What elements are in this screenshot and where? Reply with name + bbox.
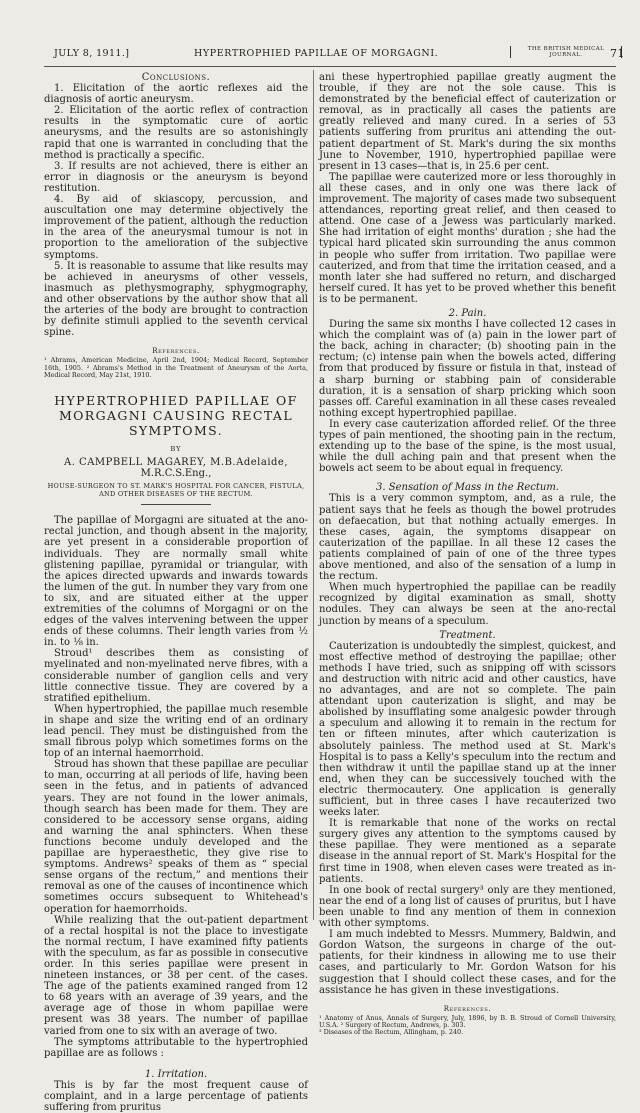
body-paragraph: Cauterization is undoubtedly the simplest, quickest, and most effective method of destroying the papillae; other methods I have tried, such as snipping off with scissors and destruction with nitric acid and other caustics, have no advantages, and are not so complete. The pain attendant upon cauterization is slight, and may be abolished by insufflating some analgesic powder through a speculum and allowing it to remain in the rectum for ten or fifteen minutes, after which cauterization is absolutely painless. The method used at St. Mark's Hospital is to pass a Kelly's speculum into the rectum and then withdraw it until the papillae stand up at the inner end, when they can be successively touched with the electric thermocautery. One application is generally sufficient, but in three cases I have recauterized two weeks later. [319,640,616,819]
body-paragraph: This is a very common symptom, and, as a rule, the patient says that he feels as though the bowel protrudes on defaecation, but that nothing actually emerges. In these cases, again, the symptoms disappear on cauterization of the papillae. In all these 12 cases the patients complained of pain of one of the three types above mentioned, and also of the sensation of a lump in the rectum. [319,493,616,583]
body-paragraph: It is remarkable that none of the works on rectal surgery gives any attention to the symptoms caused by these papillae. They were mentioned as a separate disease in the annual report of St. Mark's Hospital for the first time in 1908, when eleven cases were treated as in-patients. [319,818,616,885]
body-paragraph: The symptoms attributable to the hypertrophied papillae are as follows : [44,1036,308,1059]
section-heading-pain: 2. Pain. [448,307,487,319]
body-paragraph: Stroud has shown that these papillae are peculiar to man, occurring at all periods of life, having been seen in the fetus, and in patients of advanced years. They are not found in the lower animals, though search has been made for them. They are considered to be accessory sense organs, aiding and warning the anal sphincters. When these functions become unduly developed and the papillae are hyperaesthetic, they give rise to symptoms. Andrews² speaks of them as “ special sense organs of the rectum,” and mentions their removal as one of the causes of incontinence which sometimes occurs subsequent to Whitehead's operation for haemorrhoids. [44,759,308,915]
body-paragraph: ani these hypertrophied papillae greatly augment the trouble, if they are not the sole cause. This is demonstrated by the beneficial effect of cauterization or removal, as in practically all cases the patients are greatly relieved and many cured. In a series of 53 patients suffering from pruritus ani attending the out-patient department of St. Mark's during the six months June to November, 1910, hypertrophied papillae were present in 13 cases—that is, in 25.6 per cent. [319,72,616,172]
body-paragraph: While realizing that the out-patient department of a rectal hospital is not the place to investigate the normal rectum, I have examined fifty patients with the speculum, as far as possible in consecutive order. In this series papillae were present in nineteen instances, or 38 per cent. of the cases. The age of the patients examined ranged from 12 to 68 years with an average of 39 years, and the average age of those in whom papillae were present was 38 years. The number of papillae varied from one to six with an average of two. [44,914,308,1037]
references-text: ³ Diseases of the Rectum, Allingham, p. 240. [319,1028,464,1037]
body-paragraph: The papillae of Morgagni are situated at the ano-rectal junction, and though absent in the majority, are yet present in a considerable proportion of individuals. They are normally small white glistening papillae, pyramidal or triangular, with the apices directed upwards and inwards towards the lumen of the gut. In number they vary from one to six, and are situated either at the upper extremities of the columns of Morgagni or on the edges of the valves intervening between the upper ends of these columns. Their length varies from ½ in. to ⅛ in. [44,515,308,649]
section-heading-irritation: 1. Irritation. [144,1068,208,1080]
references-heading: References. [443,1004,492,1013]
references-heading: References. [152,347,200,356]
conclusion-item: 3. If results are not achieved, there is either an error in diagnosis or the aneurysm is beyond restitution. [44,160,308,194]
section-heading-treatment: Treatment. [439,629,496,641]
body-paragraph: In every case cauterization afforded relief. Of the three types of pain mentioned, the shooting pain in the rectum, extending up to the base of the spine, is the most usual, while the dull aching pain and that present when the bowels act seem to be about equal in frequency. [319,418,616,475]
right-column [319,72,616,1036]
page-number: 71 [610,47,625,60]
conclusion-item: 2. Elicitation of the aortic reflex of contraction results in the symptomatic cure of aortic aneurysms, and the results are so astonishingly rapid that one is warranted in concluding that the method is practically a specific. [44,105,308,161]
references-text: ¹ Abrams, American Medicine, April 2nd, 1904; Medical Record, September 16th, 1905. ² Abrams's Method in the Treatment of Aneurysm of the Aorta, Medical Record, May 21st, 1910. [44,356,308,379]
left-column [44,72,308,1113]
body-paragraph: When much hypertrophied the papillae can be readily recognized by digital examination as small, shotty nodules. They can always be seen at the ano-rectal junction by means of a speculum. [319,582,616,627]
conclusions-heading: Conclusions. [141,72,211,83]
body-paragraph: I am much indebted to Messrs. Mummery, Baldwin, and Gordon Watson, the surgeons in charge of the out-patients, for their kindness in allowing me to use their cases, and particularly to Mr. Gordon Watson for his suggestion that I should collect these cases, and for the assistance he has given in these investigations. [319,929,616,996]
running-head [22,46,625,66]
header-rule [44,66,616,67]
conclusion-item: 5. It is reasonable to assume that like results may be achieved in aneurysms of other vessels, inasmuch as plethysmography, sphygmography, and other observations by the author show that all the arteries of the body are brought to contraction by definite stimuli applied to the seventh cervical spine. [44,260,308,339]
body-paragraph: During the same six months I have collected 12 cases in which the complaint was of (a) pain in the lower part of the back, aching in character; (b) shooting pain in the rectum; (c) intense pain when the bowels acted, differing from that produced by fissure or fistula in that, instead of a sharp burning or stabbing pain of considerable duration, it is a sensation of sharp pricking which soon passes off. Careful examination in all these cases revealed nothing except hypertrophied papillae. [319,319,616,419]
body-paragraph: This is by far the most frequent cause of complaint, and in a large percentage of patients suffering from pruritus [44,1079,308,1113]
body-paragraph: The papillae were cauterized more or less thoroughly in all these cases, and in only one was there lack of improvement. The majority of cases made two subsequent attendances, reporting great relief, and then ceased to attend. One case of a Jewess was particularly marked. She had irritation of eight months' duration ; she had the typical hard plicated skin surrounding the anus common in people who suffer from irritation. Two papillae were cauterized, and from that time the irritation ceased, and a month later she had suffered no return, and discharged herself cured. It has yet to be proved whether this benefit is to be permanent. [319,171,616,305]
author-degree: M.R.C.S.Eng., [140,468,212,480]
column-divider [313,70,314,920]
issue-date: JULY 8, 1911.] [54,48,130,59]
title-rule [141,504,211,505]
body-paragraph: In one book of rectal surgery³ only are they mentioned, near the end of a long list of causes of pruritus, but I have been unable to find any mention of them in connexion with other symptoms. [319,884,616,930]
references-text: ¹ Anatomy of Anus, Annals of Surgery, July, 1896, by B. B. Stroud of Cornell University, U.S.A. ² Surgery of Rectum, Andrews, p. 303. [319,1013,616,1029]
byline-by: BY [170,444,182,453]
conclusion-item: 4. By aid of skiascopy, percussion, and auscultation one may determine objectively the improvement of the patient, although the reduction in the area of the aneurysmal tumour is not in proportion to the amelioration of the subjective symptoms. [44,194,308,261]
section-heading-mass: 3. Sensation of Mass in the Rectum. [376,482,559,494]
author-affiliation: HOUSE-SURGEON TO ST. MARK'S HOSPITAL FOR CANCER, FISTULA, AND OTHER DISEASES OF THE RECTUM. [47,482,305,499]
running-title: HYPERTROPHIED PAPILLAE OF MORGAGNI. [194,48,439,59]
author-name: A. CAMPBELL MAGAREY, M.B.Adelaide, [63,457,289,469]
article-title: HYPERTROPHIED PAPILLAE OF MORGAGNI CAUSING RECTAL SYMPTOMS. [54,392,298,438]
conclusion-item: 1. Elicitation of the aortic reflexes aid the diagnosis of aortic aneurysm. [44,83,308,106]
journal-name: THE BRITISH MEDICAL JOURNAL. [510,46,622,58]
body-paragraph: Stroud¹ describes them as consisting of myelinated and non-myelinated nerve fibres, with a considerable number of ganglion cells and very little connective tissue. They are covered by a stratified epithelium. [44,648,308,704]
body-paragraph: When hypertrophied, the papillae much resemble in shape and size the writing end of an ordinary lead pencil. They must be distinguished from the small fibrous polyp which sometimes forms on the top of an internal haemorrhoid. [44,703,308,760]
